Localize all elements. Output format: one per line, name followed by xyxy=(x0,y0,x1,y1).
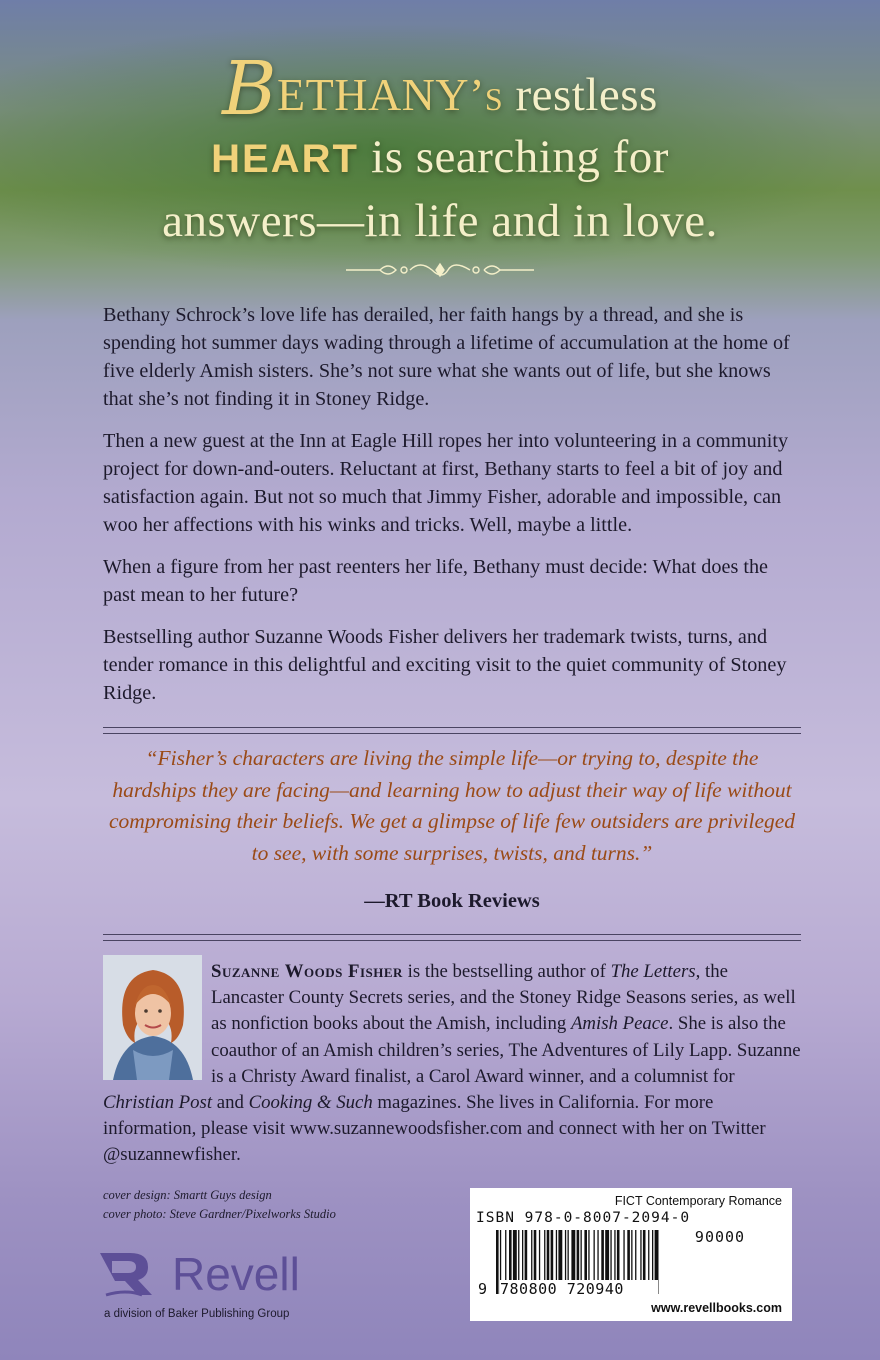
headline-line-2 xyxy=(0,126,880,190)
author-name: Suzanne Woods Fisher xyxy=(211,961,403,982)
bio-text-4: and xyxy=(212,1092,249,1114)
bio-text-2: , the Lancaster County Secrets series, and the Stoney Ridge Seasons series, as well as nonfiction books about the Amish, including xyxy=(211,961,796,1035)
headline xyxy=(0,46,880,252)
synopsis xyxy=(103,301,793,721)
barcode-lead-digit: 9 xyxy=(478,1280,488,1298)
headline-line-1 xyxy=(0,46,880,132)
headline-line-1-rest: restless xyxy=(503,69,658,121)
photo-spacer xyxy=(103,959,211,1086)
headline-line-2-rest: is searching for xyxy=(358,131,669,183)
divider-rule-bottom xyxy=(103,934,801,941)
barcode-number: 780800 720940 xyxy=(500,1280,658,1298)
bio-text-1: is the bestselling author of xyxy=(402,961,611,982)
price-code: 90000 xyxy=(680,1228,760,1246)
cover-design-credit: cover design: Smartt Guys design xyxy=(103,1188,272,1202)
headline-initial: B xyxy=(222,46,278,132)
ornament-divider-icon xyxy=(340,258,540,282)
cover-credits xyxy=(103,1186,336,1224)
review-quote: “Fisher’s characters are living the simple life—or trying to, despite the hardships they are facing—and learning how to adjust their way of life without compromising their beliefs. We get a glimpse of life few outsiders are privileged to see, with some surprises, twists, and turns.” xyxy=(108,746,796,865)
bio-title-christian-post: Christian Post xyxy=(103,1092,213,1114)
synopsis-paragraph-2: Then a new guest at the Inn at Eagle Hill ropes her into volunteering in a community project for down-and-outers. Reluctant at first, Bethany starts to feel a bit of joy and satisfaction again. But not so much that Jimmy Fisher, adorable and impossible, can woo her affections with his winks and tricks. Well, maybe a little. xyxy=(103,430,789,536)
synopsis-paragraph-4: Bestselling author Suzanne Woods Fisher delivers her trademark twists, turns, and tender romance in this delightful and exciting visit to the quiet community of Stoney Ridge. xyxy=(103,626,787,704)
headline-line-3: answers—in life and in love. xyxy=(162,195,718,247)
headline-heart: HEART xyxy=(211,137,359,181)
bio-text-3: . She is also the coauthor of an Amish children’s series, The Adventures of Lily Lapp. Suzanne is a Christy Award finalist, a Carol Award winner, and a columnist for xyxy=(211,1013,801,1087)
bio-title-the-letters: The Letters xyxy=(610,961,696,982)
publisher-website: www.revellbooks.com xyxy=(651,1301,782,1315)
author-bio xyxy=(103,959,803,1169)
bio-text-5: magazines. She lives in California. For more information, please visit www.suzannewoodsfisher.com and connect with her on Twitter @suzannewfisher. xyxy=(103,1092,766,1166)
synopsis-paragraph-1: Bethany Schrock’s love life has derailed, her faith hangs by a thread, and she is spending hot summer days wading through a lifetime of accumulation at the home of five elderly Amish sisters. She’s not sure what she wants out of life, but she knows that she’s not finding it in Stoney Ridge. xyxy=(103,304,790,410)
headline-possessive: ’s xyxy=(469,69,504,120)
publisher-subtitle: a division of Baker Publishing Group xyxy=(104,1308,290,1320)
review-source: —RT Book Reviews xyxy=(364,890,540,912)
bio-title-amish-peace: Amish Peace xyxy=(570,1013,669,1035)
isbn-text: ISBN 978-0-8007-2094-0 xyxy=(476,1210,691,1226)
publisher-logo-wordmark: Revell xyxy=(172,1248,300,1300)
barcode-panel xyxy=(470,1188,792,1321)
divider-rule-top xyxy=(103,727,801,734)
bio-title-cooking-such: Cooking & Such xyxy=(248,1092,373,1114)
synopsis-paragraph-3: When a figure from her past reenters her life, Bethany must decide: What does the past mean to her future? xyxy=(103,556,769,606)
headline-name: ETHANY xyxy=(277,69,470,120)
cover-photo-credit: cover photo: Steve Gardner/Pixelworks Studio xyxy=(103,1207,336,1221)
barcode-category: FICT Contemporary Romance xyxy=(614,1194,782,1208)
revell-logo-icon xyxy=(98,1249,162,1299)
